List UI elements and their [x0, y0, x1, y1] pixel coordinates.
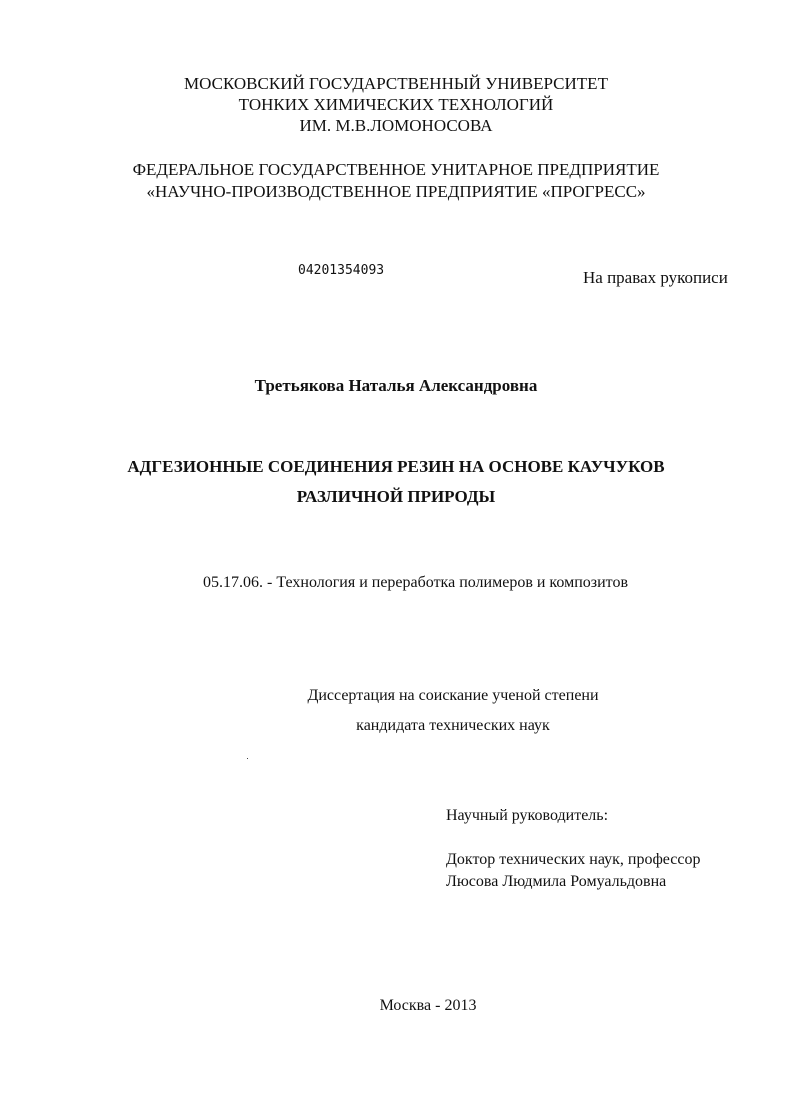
degree-line-2: кандидата технических наук — [356, 717, 550, 734]
supervisor-name: Люсова Людмила Ромуальдовна — [446, 873, 667, 890]
registration-number: 04201354093 — [298, 263, 385, 278]
enterprise-name-line-1: ФЕДЕРАЛЬНОЕ ГОСУДАРСТВЕННОЕ УНИТАРНОЕ ПРЕДПРИЯТИЕ — [132, 160, 660, 179]
dissertation-title-line-2: РАЗЛИЧНОЙ ПРИРОДЫ — [296, 487, 496, 506]
university-name-line-3: ИМ. М.В.ЛОМОНОСОВА — [299, 116, 493, 135]
university-name-line-2: ТОНКИХ ХИМИЧЕСКИХ ТЕХНОЛОГИЙ — [238, 95, 554, 114]
dissertation-title-line-1: АДГЕЗИОННЫЕ СОЕДИНЕНИЯ РЕЗИН НА ОСНОВЕ КАУЧУКОВ — [127, 457, 665, 476]
author-name: Третьякова Наталья Александровна — [254, 376, 538, 395]
city-year: Москва - 2013 — [379, 997, 477, 1014]
university-name-line-1: МОСКОВСКИЙ ГОСУДАРСТВЕННЫЙ УНИВЕРСИТЕТ — [184, 74, 608, 93]
specialty-code: 05.17.06. - Технология и переработка полимеров и композитов — [203, 574, 628, 591]
degree-line-1: Диссертация на соискание ученой степени — [307, 687, 599, 704]
scan-speck — [247, 758, 248, 759]
manuscript-note: На правах рукописи — [583, 268, 728, 287]
enterprise-name-line-2: «НАУЧНО-ПРОИЗВОДСТВЕННОЕ ПРЕДПРИЯТИЕ «ПРОГРЕСС» — [146, 182, 646, 201]
supervisor-label: Научный руководитель: — [446, 807, 609, 824]
supervisor-title: Доктор технических наук, профессор — [446, 851, 701, 868]
